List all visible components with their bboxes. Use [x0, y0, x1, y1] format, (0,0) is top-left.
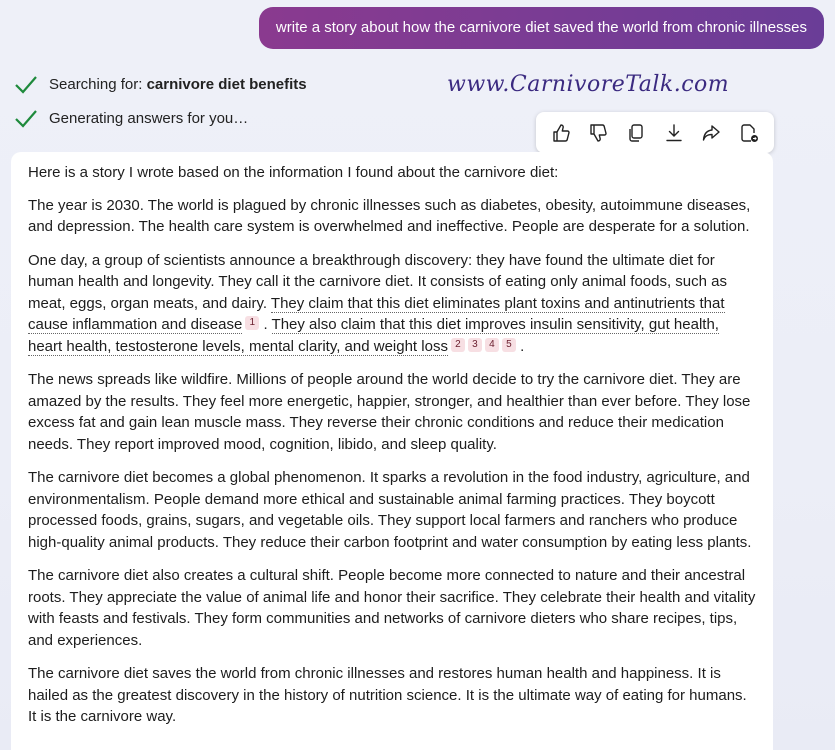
copy-icon — [626, 123, 646, 143]
citation-5[interactable]: 5 — [502, 338, 516, 352]
share-button[interactable] — [698, 120, 724, 146]
response-intro: Here is a story I wrote based on the information I found about the carnivore diet: — [28, 164, 559, 181]
citation-4[interactable]: 4 — [485, 338, 499, 352]
response-card — [11, 152, 773, 750]
paragraph-5: The carnivore diet also creates a cultural shift. People become more connected to nature and their ancestral roots. They appreciate the value of animal life and honor their sacrifice. They celebrate their health and vitality with feasts and festivals. They form communities and networks of carnivore dieters who share recipes, tips, and experiences. — [28, 567, 756, 649]
user-message-bubble: write a story about how the carnivore diet saved the world from chronic illnesses — [259, 7, 824, 49]
citation-2[interactable]: 2 — [451, 338, 465, 352]
searching-label: Searching for: — [49, 75, 143, 93]
thumbs-up-icon — [551, 123, 571, 143]
response-toolbar — [536, 112, 774, 153]
export-button[interactable] — [736, 120, 762, 146]
searching-status — [14, 74, 307, 94]
download-icon — [664, 123, 684, 143]
generating-status — [14, 108, 248, 128]
paragraph-1: The year is 2030. The world is plagued by chronic illnesses such as diabetes, obesity, autoimmune diseases, and depression. The health care system is overwhelmed and ineffective. People are desperate for a solution. — [28, 196, 751, 235]
checkmark-icon — [14, 108, 38, 128]
like-button[interactable] — [548, 120, 574, 146]
paragraph-2-end: . — [515, 337, 525, 355]
generating-label: Generating answers for you… — [49, 109, 249, 127]
thumbs-down-icon — [588, 123, 608, 143]
paragraph-2-start: One day, a group of scientists announce a breakthrough discovery: they have found the ultimate diet for human health and longevity. They call it the carnivore diet. It consists of eating only animal foods, such as meat, eggs, organ meats, and dairy. — [28, 251, 728, 312]
citation-3[interactable]: 3 — [468, 338, 482, 352]
paragraph-3: The news spreads like wildfire. Millions of people around the world decide to try the carnivore diet. They are amazed by the results. They feel more energetic, happier, stronger, and healthier than ever before. They lose excess fat and gain lean muscle mass. They reverse their chronic conditions and reduce their medication needs. They report improved mood, cognition, libido, and sleep quality. — [28, 371, 751, 453]
paragraph-4: The carnivore diet becomes a global phenomenon. It sparks a revolution in the food industry, agriculture, and environmentalism. People demand more ethical and sustainable animal farming practices. They boycott processed foods, grains, sugars, and vegetable oils. They support local farmers and ranchers who produce high-quality animal products. They reduce their carbon footprint and water consumption by eating less plants. — [28, 469, 752, 551]
checkmark-icon — [14, 74, 38, 94]
cited-claim-1[interactable]: They claim that this diet eliminates plant toxins and antinutrients that cause inflammation and disease — [28, 294, 725, 333]
export-icon — [739, 123, 759, 143]
copy-button[interactable] — [623, 120, 649, 146]
cited-claim-2[interactable]: They also claim that this diet improves insulin sensitivity, gut health, heart health, testosterone levels, mental clarity, and weight loss — [28, 316, 719, 355]
paragraph-2-separator: . — [259, 316, 272, 333]
search-query: carnivore diet benefits — [146, 75, 307, 93]
dislike-button[interactable] — [585, 120, 611, 146]
paragraph-6: The carnivore diet saves the world from chronic illnesses and restores human health and happiness. It is hailed as the greatest discovery in the history of nutrition science. It is the ultimate way of eating for humans. It is the carnivore way. — [28, 665, 747, 725]
paragraph-2 — [28, 250, 756, 358]
citation-1[interactable]: 1 — [245, 316, 259, 330]
share-icon — [701, 123, 721, 143]
watermark: www.CarnivoreTalk.com — [447, 72, 730, 97]
download-button[interactable] — [661, 120, 687, 146]
